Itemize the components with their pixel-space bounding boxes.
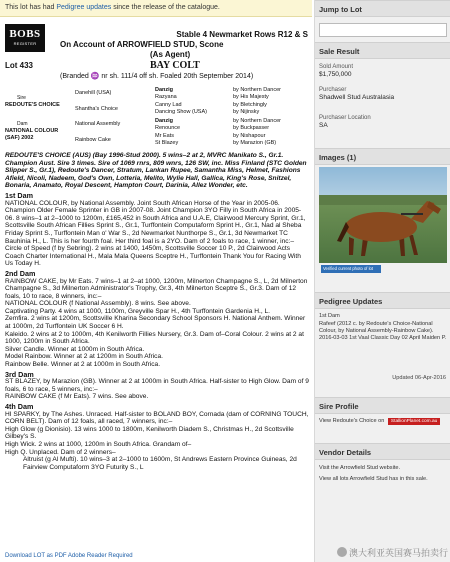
fourth-dam-text: HI SPARKY, by The Ashes. Unraced. Half-sister to BOLAND BOY, Cornada (dam of CORNING TOUCH, CORN BELT). Dam of 12 foals, all raced, 7 winners, inc:–	[5, 410, 309, 426]
second-dam-progeny-6: Model Rainbow. Winner at 2 at 1200m in South Africa.	[5, 353, 163, 361]
watermark-text: 澳大利亚英国赛马拍卖行	[348, 548, 448, 558]
sire-profile-text: View Redoute's Choice on	[319, 418, 385, 424]
logo-line-1: BOBS	[9, 28, 41, 40]
sire-name: REDOUTE'S CHOICE	[5, 102, 60, 108]
on-account-of: On Account of ARROWFIELD STUD, Scone	[60, 40, 224, 49]
r-4: by Nijinsky	[233, 109, 260, 115]
r-7: by Nishapour	[233, 133, 266, 139]
download-pdf-link[interactable]: Download LOT as PDF Adobe Reader Required	[5, 553, 133, 559]
sidebar	[314, 0, 450, 562]
g-4: Dancing Show (USA)	[155, 109, 207, 115]
sire-summary: REDOUTE'S CHOICE (AUS) (Bay 1996-Stud 2000). 5 wins–2 at 2, MVRC Manikato S., Gr.1. Champion Aust. Sire 3 times. Sire of 1069 rnrs, 809 wnrs, 126 SW, inc. Miss Finland (STC Golden Slipper S., Gr.1), Redoute's Dancer, Stratum, Lankan Rupee, Samantha Miss, Helmet, Fashions Afield, Nicoli, Nadeem, God's Own, Lotteria, Melito, Wylie Hall, Gallica, King's Rose, Snitzel, Bonaria, Anamato, Royal Descent, Hampton Court, Darinia, Allez Wonder, etc.	[5, 152, 307, 190]
first-dam-text: NATIONAL COLOUR, by National Assembly. Joint South African Horse of the Year in 2005-06. Champion Older Female Sprinter in GB in 2007-08. Joint Champion 3YO Filly in South Africa in 2005-06. 8 wins–1 at 2–1000 to 1200m, £165,452 in South Africa and U.A.E, Clairwood Mercury Sprint, Gr.1, Scottsville South African Fillies Sprint S., Gr.1, Turffontein Computaform Sprint H., Gr.1, Nad al Sheba Friday Sprint S., Turffontein Man o' War S., 2d Newmarket Nunthorpe S., Gr.1, 3d Newmarket TC Bauhinia H., L. This is her fourth foal. Her third foal is a 2YO. Dam of 2 foals to race, 1 winner, inc:–	[5, 199, 306, 245]
sire-label: Sire	[17, 95, 26, 101]
pedigree-updates-text: Rafeef (2012 c. by Redoute's Choice-National Colour, by National Assembly-Rainbow Cake). 2016-03-03 1st Vaal Classic Day 02 April Maiden P.	[319, 321, 447, 341]
dam-dam: Rainbow Cake	[75, 137, 111, 143]
wechat-icon	[337, 547, 347, 557]
second-dam-progeny-2: Captivating Party. 4 wins at 1000, 1100m, Greyville Spar H., 4th Turffontein Gardenia H., L.	[5, 307, 270, 315]
third-dam-progeny: RAINBOW CAKE (f Mr Eats). 7 wins. See above.	[5, 393, 149, 401]
pedigree-updates-link[interactable]: Pedigree updates	[56, 4, 112, 11]
as-agent: (As Agent)	[150, 50, 191, 59]
second-dam-progeny-1: NATIONAL COLOUR (f National Assembly). 8 wins. See above.	[5, 300, 191, 308]
pedigree-table	[5, 87, 309, 149]
jump-to-lot-input[interactable]	[319, 23, 447, 37]
catalogue-body	[5, 152, 309, 471]
g-2: Razyana	[155, 94, 177, 100]
vendor-details-title: Vendor Details	[315, 443, 450, 460]
vendor-lots-link[interactable]: View all lots Arrowfield Stud has in this sale.	[319, 476, 428, 482]
sold-amount-value: $1,750,000	[319, 71, 352, 78]
lot-number: Lot 433	[5, 61, 34, 70]
pedigree-updates-title: Pedigree Updates	[315, 292, 450, 309]
second-dam-text: RAINBOW CAKE, by Mr Eats. 7 wins–1 at 2–at 1000, 1200m, Milnerton Champagne S., L, 2d Milnerton Champagne S., 3d Milnerton Administrator's Trophy, Gr.3, 4th Milnerton Sceptre S., Gr.3. Dam of 12 foals, 10 to race, 8 winners, inc:–	[5, 277, 308, 300]
second-dam-progeny-7: Rainbow Belle. Winner at 2 at 1000m in South Africa.	[5, 361, 161, 369]
purchaser-location-label: Purchaser Location	[319, 115, 371, 121]
sold-amount-label: Sold Amount	[319, 64, 354, 70]
r-5: by Northern Dancer	[233, 118, 281, 124]
notice-suffix: since the release of the catalogue.	[113, 4, 220, 11]
stable-location: Stable 4 Newmarket Rows R12 & S	[176, 30, 308, 39]
g-8: St Blazey	[155, 140, 179, 146]
g-6: Renounce	[155, 125, 181, 131]
first-dam-heading: 1st Dam	[5, 190, 33, 200]
second-dam-heading: 2nd Dam	[5, 268, 36, 278]
third-dam-heading: 3rd Dam	[5, 369, 34, 379]
r-2: by His Majesty	[233, 94, 269, 100]
dam-name: NATIONAL COLOUR	[5, 128, 59, 134]
fourth-dam-progeny-1: High Glow (g Dionisio). 13 wins 1000 to 1800m, Kenilworth Diadem S., Christmas H., 2d Scottsville Gilbey's S.	[5, 425, 294, 441]
g-1: Danzig	[155, 87, 174, 93]
first-dam-progeny: Circle of Speed (f by Sebring). 2 wins at 1400, 1450m, Scottsville Soccer 10 P., 2d Clairwood Acts Coach Charter International H., Mala Mala Queens Sceptre H., Turffontein Thank You for Racing With Us Today H.	[5, 245, 301, 268]
g-7: Mr Eats	[155, 133, 174, 139]
dam-sire: National Assembly	[75, 121, 121, 127]
inglis-logo	[5, 24, 45, 52]
r-3: by Bletchingly	[233, 102, 267, 108]
second-dam-progeny-5: Silver Candle. Winner at 1000m in South Africa.	[5, 345, 145, 353]
second-dam-progeny-3: Zemfira. 2 wins at 1200m, Scottsville Kharina Secondary School Sponsors H. National Anthem. Winner at 1000m, 2d Turffontein UK Soccer 6 H.	[5, 315, 306, 331]
pedigree-updates-subheading: 1st Dam	[319, 313, 340, 319]
logo-line-2: REGISTER	[13, 41, 37, 46]
notice-prefix: This lot has had	[5, 4, 55, 11]
fourth-dam-progeny-4: Altruist (g Al Mufti). 10 wins–3 at 2–1000 to 1600m, St Andrews Eastern Province Guineas, 2d Fairview Computaform 3YO Futurity S., L	[23, 456, 297, 471]
horse-photo[interactable]	[319, 167, 447, 263]
dam-year: (SAF) 2002	[5, 135, 34, 141]
brand-foaled: (Branded ♒ nr sh. 111/4 off sh. Foaled 20th September 2014)	[60, 73, 254, 80]
r-1: by Northern Dancer	[233, 87, 281, 93]
purchaser-location-value: SA	[319, 122, 328, 129]
verified-photo-badge: Verified current photo of lot	[321, 265, 381, 273]
r-6: by Buckpasser	[233, 125, 270, 131]
second-dam-progeny-4: Kaleido. 2 wins at 2 to 1000m, 4th Kenilworth Fillies Nursery, Gr.3. Dam of–Coral Colour. 2 wins at 2 at 1000, 1200m in South Africa.	[5, 330, 304, 346]
updated-date: Updated 06-Apr-2016	[392, 375, 446, 381]
g-5: Danzig	[155, 118, 174, 124]
purchaser-value: Shadwell Stud Australasia	[319, 94, 395, 101]
g-3: Canny Lad	[155, 102, 182, 108]
sire-sire: Danehill (USA)	[75, 90, 112, 96]
horse-title: BAY COLT	[150, 60, 200, 71]
jump-to-lot-title: Jump to Lot	[315, 0, 450, 17]
dam-label: Dam	[17, 121, 28, 127]
fourth-dam-heading: 4th Dam	[5, 402, 34, 411]
fourth-dam-progeny-2: High Wick. 2 wins at 1000, 1200m in South Africa. Grandam of–	[5, 440, 192, 448]
pedigree-update-notice	[0, 0, 312, 17]
vendor-website-link[interactable]: Visit the Arrowfield Stud website.	[319, 465, 401, 471]
sire-dam: Shantha's Choice	[75, 106, 118, 112]
third-dam-text: ST BLAZEY, by Marazion (GB). Winner at 2 at 1000m in South Africa. Half-sister to High Glow. Dam of 9 foals, 6 to race, 5 winners, inc:–	[5, 378, 309, 393]
fourth-dam-progeny-3: High Q. Unplaced. Dam of 2 winners–	[5, 448, 116, 456]
images-title: Images (1)	[315, 148, 450, 165]
purchaser-label: Purchaser	[319, 87, 347, 93]
wechat-watermark	[337, 546, 448, 559]
stallion-planet-button[interactable]: StallionPlanet.com.au	[388, 418, 440, 425]
sire-profile-link[interactable]	[319, 418, 440, 425]
sale-result-title: Sale Result	[315, 42, 450, 59]
sire-profile-title: Sire Profile	[315, 397, 450, 414]
r-8: by Marazion (GB)	[233, 140, 277, 146]
